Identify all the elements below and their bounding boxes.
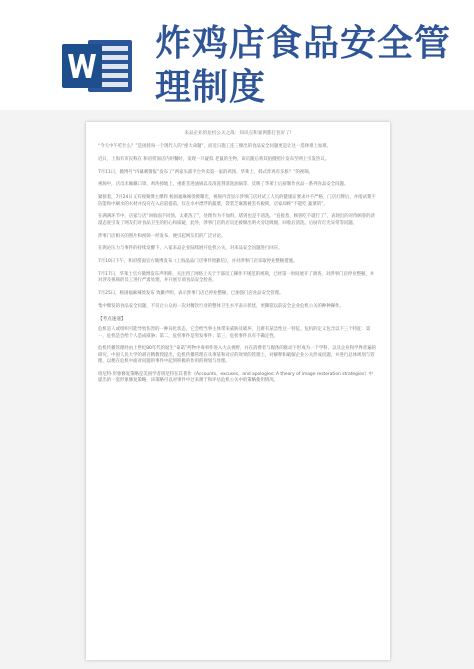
paragraph: 7月11日，微博号“内幕刺猬报”发布了“两家头部平台外卖第一家的鸡汤、华莱士、韩式炸鸡有多脏？”的视频。 [98,169,314,175]
section-title: 【考点速递】 [98,316,126,322]
paragraph: 班尼特·形象修复策略是美国学者班尼特在其著作《Accounts、excuses、and apologies: A theory of image restoration strategies》中提出的一套形象修复策略，该策略可以对事件中过来源于和评估危机公关中的策略使用情况。 [98,372,373,384]
title-line-2: 理制度 [155,67,267,108]
paragraph: 在满满环节中，店家与店“回收面不同汤，太难洗了”，处理作为不加料，堵到也是不清洗。“直接煮，顾客吃不就行了”，表现出的对待顾客的淡漠态度引发了网友们对食品卫生的担心和质疑，此外，涉事门店的店员还被爆出明火旁边吸烟，回收后清洗、后厨有灯光异常等问题。 [98,214,375,226]
paragraph: 7月25日，杨国福麻辣烫发布 致歉声明，表示涉事门店已停业整顿，已加强门店食品安全管理。 [98,291,284,297]
paragraph: 在舆论压力与事件的持续发酵下，八家来品企业陆续展开危机公关，对来品安全问题进行回应。 [98,246,283,252]
title-line-1: 炸鸡店食品安全管 [155,23,452,64]
header-banner [0,0,474,110]
document-body [98,144,376,391]
document-preview-area [0,110,474,669]
paragraph: 集中爆发的食品安全问题，不仅让公众再一次对餐饮行业的整体卫生水平表示担忧，更撕裂以前安全企业危机公关的种种操作。 [98,303,344,309]
paragraph: 危机传播管理经由上世纪80年代的诞生“泰诺”药物中毒事件进入大众视野，并在消费者与媒体的推动下形成为一个学科，以及企业和学界普遍的研究，中国人民大学的胡百精教授提出，危机传播管理在从事某和对应的效果的管理上，对解释和破解企业公关形成问题，并进行总体规划与管理，以便在危机中面对问题的事件中起到积极的作用的规划与处理。 [98,346,376,365]
word-icon [62,38,134,94]
paragraph: 涉事门店相关的照片和视频一经发布，便引起网友们的广泛讨论。 [98,233,226,239]
document-heading: 来品企业的危机公关之战：知识点和案例都打包好了! [184,131,292,136]
paragraph: 7月17日，华莱士官方微博发布声明称，关注到了网络上关于于部员工操作不规范的视频，已经第一时间展开了调查，对涉事门店停业整顿，并对涉及视频的员工进行严肃处理，并开展专项食品安全检查。 [98,271,375,284]
page-title [155,22,455,110]
paragraph: 紧接着，7月24日又有视频博主爆料 杨国福麻辣烫被曝光，视频内容显示涉事门店对试工人员的健康证要求并不严格，门店灯牌后，并指试菜不洁能和中刷水的水材并没有在入店前提前，仅在水中漂浮的蔬菜，袋装芝麻酱被丢弃板锁，店家却称“不能吃 蔬菜的”。 [98,195,376,207]
document-page[interactable] [86,122,390,660]
paragraph: 视频中，店员未佩戴口罩、鸡块掉地上，重新丢进油锅以及清洗剂清洗油锅等，反映了华莱士后厨制作食品一系列食品安全问题。 [98,182,349,188]
paragraph: “今天中午吃什么？”是困扰每一个现代人的“重大命题”，而近日施工连三爆出的食品安全问题更是让这一选择难上加难。 [98,144,332,149]
paragraph: 近日，上海有市民称在 和府捞面店内用餐时，发现一只疑似 老鼠的生物，该员随后将其拍摄照片发布至网上引发热议。 [98,156,330,162]
paragraph: 7月10日下午，和府捞面官方微博发布《上海晶品门店事件致歉信》，并对涉事门店采取停业整顿措施。 [98,259,298,265]
paragraph: 危机是人或组织可能导致伤害的一种异化状态，它会给当事主体带来威胁及破坏，且难有某急性这一特征。危机的定义包含以下三个特征：第一，危机是会给个人造成威胁；第二，危机事件是突发事件；第三，危机事件具有不确定性。 [98,327,371,339]
